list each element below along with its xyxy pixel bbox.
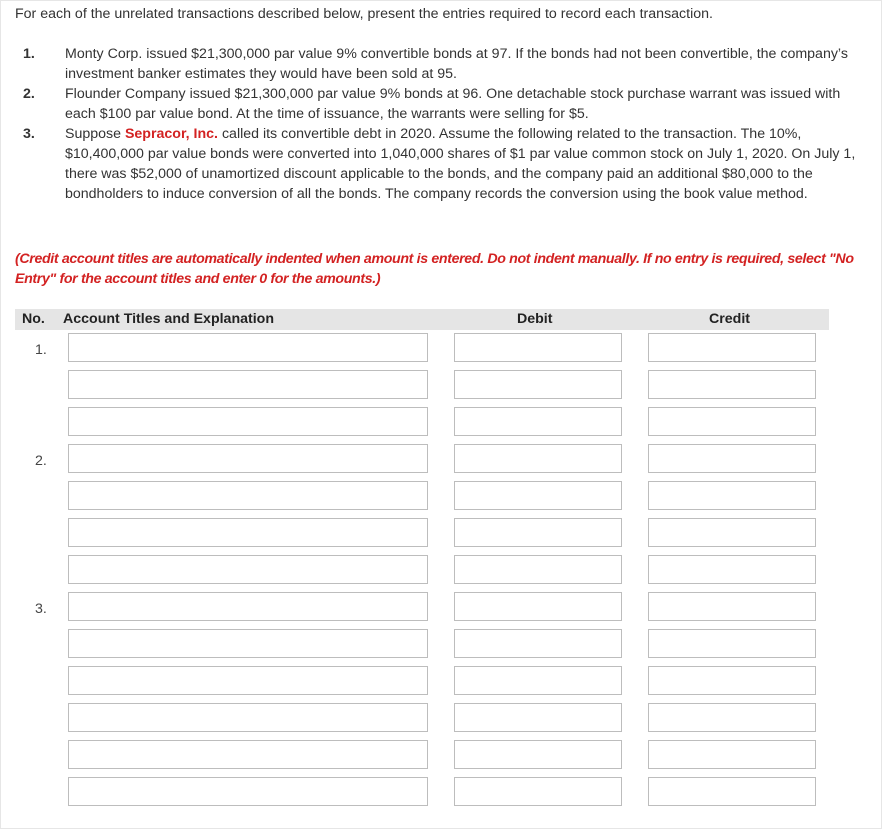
journal-row [0,481,882,518]
journal-row [0,777,882,814]
credit-amount-input[interactable] [648,407,816,436]
entry-instructions-note: (Credit account titles are automatically indented when amount is entered. Do not indent manually. If no entry is required, select "No Entry" for the account titles and enter 0 for the amounts.) [15,251,854,287]
journal-row [0,444,882,481]
debit-amount-input[interactable] [454,481,622,510]
journal-row [0,703,882,740]
credit-amount-input[interactable] [648,370,816,399]
debit-amount-input[interactable] [454,703,622,732]
account-title-input[interactable] [68,518,428,547]
header-account-titles: Account Titles and Explanation [63,311,275,327]
debit-amount-input[interactable] [454,777,622,806]
account-title-input[interactable] [68,444,428,473]
journal-row [0,370,882,407]
journal-row [0,518,882,555]
journal-row [0,592,882,629]
instructions-text: For each of the unrelated transactions described below, present the entries required to record each transaction. [15,6,713,22]
header-no: No. [22,311,45,327]
transaction-text-before: Suppose [65,126,125,142]
credit-amount-input[interactable] [648,703,816,732]
header-debit: Debit [517,311,553,327]
header-credit: Credit [709,311,750,327]
credit-amount-input[interactable] [648,555,816,584]
credit-amount-input[interactable] [648,518,816,547]
debit-amount-input[interactable] [454,444,622,473]
credit-amount-input[interactable] [648,444,816,473]
credit-amount-input[interactable] [648,777,816,806]
entry-number: 3. [35,601,47,617]
transaction-list [0,44,882,204]
entry-number: 1. [35,342,47,358]
account-title-input[interactable] [68,666,428,695]
debit-amount-input[interactable] [454,592,622,621]
debit-amount-input[interactable] [454,666,622,695]
account-title-input[interactable] [68,703,428,732]
account-title-input[interactable] [68,407,428,436]
transaction-number: 2. [23,86,35,102]
journal-row [0,555,882,592]
transaction-number: 1. [23,46,35,62]
transaction-number: 3. [23,126,35,142]
debit-amount-input[interactable] [454,333,622,362]
journal-row [0,666,882,703]
transaction-text-after: called its convertible debt in 2020. Assume the following related to the transaction. The 10%, $10,400,000 par value bonds were converted into 1,040,000 shares of $1 par value common stock on July 1, 2020. On July 1, there was $52,000 of unamortized discount applicable to the bonds, and the company paid an additional $80,000 to the bondholders to induce conversion of all the bonds. The company records the conversion using the book value method. [65,126,856,202]
debit-amount-input[interactable] [454,555,622,584]
debit-amount-input[interactable] [454,407,622,436]
transaction-item-2 [0,84,882,124]
credit-amount-input[interactable] [648,629,816,658]
credit-amount-input[interactable] [648,592,816,621]
account-title-input[interactable] [68,629,428,658]
journal-row [0,629,882,666]
transaction-text: Monty Corp. issued $21,300,000 par value 9% convertible bonds at 97. If the bonds had not been convertible, the company’s investment banker estimates they would have been sold at 95. [65,46,848,82]
credit-amount-input[interactable] [648,333,816,362]
account-title-input[interactable] [68,592,428,621]
debit-amount-input[interactable] [454,518,622,547]
credit-amount-input[interactable] [648,481,816,510]
account-title-input[interactable] [68,740,428,769]
account-title-input[interactable] [68,370,428,399]
transaction-item-3 [0,124,882,204]
journal-row [0,333,882,370]
journal-row [0,407,882,444]
transaction-text [65,124,865,204]
credit-amount-input[interactable] [648,666,816,695]
transaction-item-1 [0,44,882,84]
debit-amount-input[interactable] [454,370,622,399]
company-name: Sepracor, Inc. [124,126,219,142]
journal-row [0,740,882,777]
account-title-input[interactable] [68,555,428,584]
debit-amount-input[interactable] [454,629,622,658]
account-title-input[interactable] [68,481,428,510]
account-title-input[interactable] [68,333,428,362]
journal-entry-rows [0,333,882,814]
transaction-text: Flounder Company issued $21,300,000 par value 9% bonds at 96. One detachable stock purchase warrant was issued with each $100 par value bond. At the time of issuance, the warrants were selling for $5. [65,86,841,122]
entry-number: 2. [35,453,47,469]
credit-amount-input[interactable] [648,740,816,769]
journal-table-header [15,309,829,330]
debit-amount-input[interactable] [454,740,622,769]
account-title-input[interactable] [68,777,428,806]
